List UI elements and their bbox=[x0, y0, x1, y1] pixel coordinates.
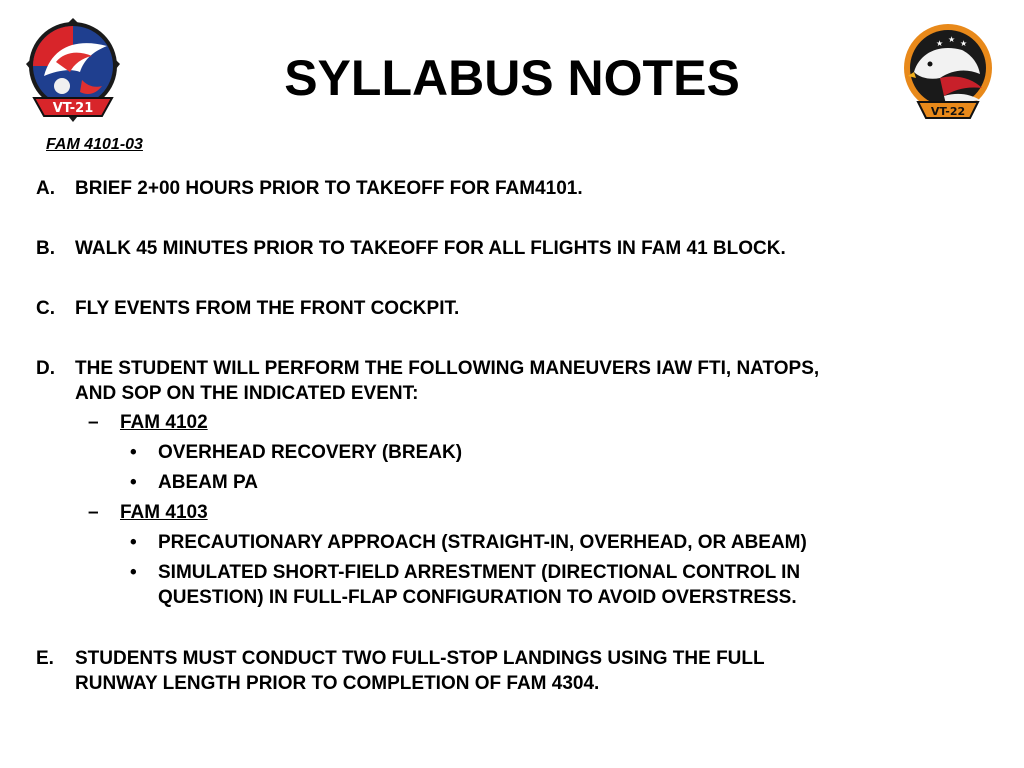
list-item-a bbox=[36, 176, 986, 201]
item-text-line2: RUNWAY LENGTH PRIOR TO COMPLETION OF FAM 4304. bbox=[75, 673, 600, 694]
item-text: FLY EVENTS FROM THE FRONT COCKPIT. bbox=[75, 298, 460, 319]
dash-marker: – bbox=[88, 412, 99, 433]
svg-text:★: ★ bbox=[960, 39, 968, 48]
item-text-line1: STUDENTS MUST CONDUCT TWO FULL-STOP LANDINGS USING THE FULL bbox=[75, 648, 765, 669]
slide-title: SYLLABUS NOTES bbox=[284, 50, 740, 106]
bullet-text: OVERHEAD RECOVERY (BREAK) bbox=[158, 442, 463, 463]
bullet-text-line2: QUESTION) IN FULL-FLAP CONFIGURATION TO AVOID OVERSTRESS. bbox=[158, 587, 797, 608]
svg-text:★: ★ bbox=[948, 35, 956, 44]
sub-item-fam4103 bbox=[0, 500, 1024, 525]
bullet-item bbox=[0, 470, 1024, 495]
bullet-item bbox=[0, 560, 1024, 610]
list-item-c bbox=[36, 296, 986, 321]
slide-subtitle: FAM 4101-03 bbox=[46, 136, 143, 153]
item-letter: D. bbox=[36, 358, 55, 379]
vt22-patch-text: VT-22 bbox=[930, 105, 966, 118]
item-letter: B. bbox=[36, 238, 55, 259]
item-letter: A. bbox=[36, 178, 55, 199]
svg-text:★: ★ bbox=[936, 39, 944, 48]
list-item-b bbox=[36, 236, 986, 261]
item-text-line1: THE STUDENT WILL PERFORM THE FOLLOWING MANEUVERS IAW FTI, NATOPS, bbox=[75, 358, 820, 379]
list-item-d bbox=[36, 356, 986, 406]
list-item-e bbox=[36, 646, 986, 696]
item-text: WALK 45 MINUTES PRIOR TO TAKEOFF FOR ALL FLIGHTS IN FAM 41 BLOCK. bbox=[75, 238, 786, 259]
item-letter: E. bbox=[36, 648, 54, 669]
bullet-marker: • bbox=[130, 562, 137, 583]
dash-marker: – bbox=[88, 502, 99, 523]
sub-item-fam4102 bbox=[0, 410, 1024, 435]
sub-item-label: FAM 4102 bbox=[120, 412, 208, 433]
bullet-marker: • bbox=[130, 532, 137, 553]
item-text-line2: AND SOP ON THE INDICATED EVENT: bbox=[75, 383, 419, 404]
bullet-item bbox=[0, 530, 1024, 555]
bullet-text: PRECAUTIONARY APPROACH (STRAIGHT-IN, OVERHEAD, OR ABEAM) bbox=[158, 532, 807, 553]
item-letter: C. bbox=[36, 298, 55, 319]
bullet-marker: • bbox=[130, 472, 137, 493]
bullet-marker: • bbox=[130, 442, 137, 463]
bullet-text: ABEAM PA bbox=[158, 472, 258, 493]
sub-item-label: FAM 4103 bbox=[120, 502, 208, 523]
bullet-text-line1: SIMULATED SHORT-FIELD ARRESTMENT (DIRECTIONAL CONTROL IN bbox=[158, 562, 801, 583]
bullet-item bbox=[0, 440, 1024, 465]
vt21-patch-text: VT-21 bbox=[52, 101, 94, 116]
item-text: BRIEF 2+00 HOURS PRIOR TO TAKEOFF FOR FAM4101. bbox=[75, 178, 583, 199]
